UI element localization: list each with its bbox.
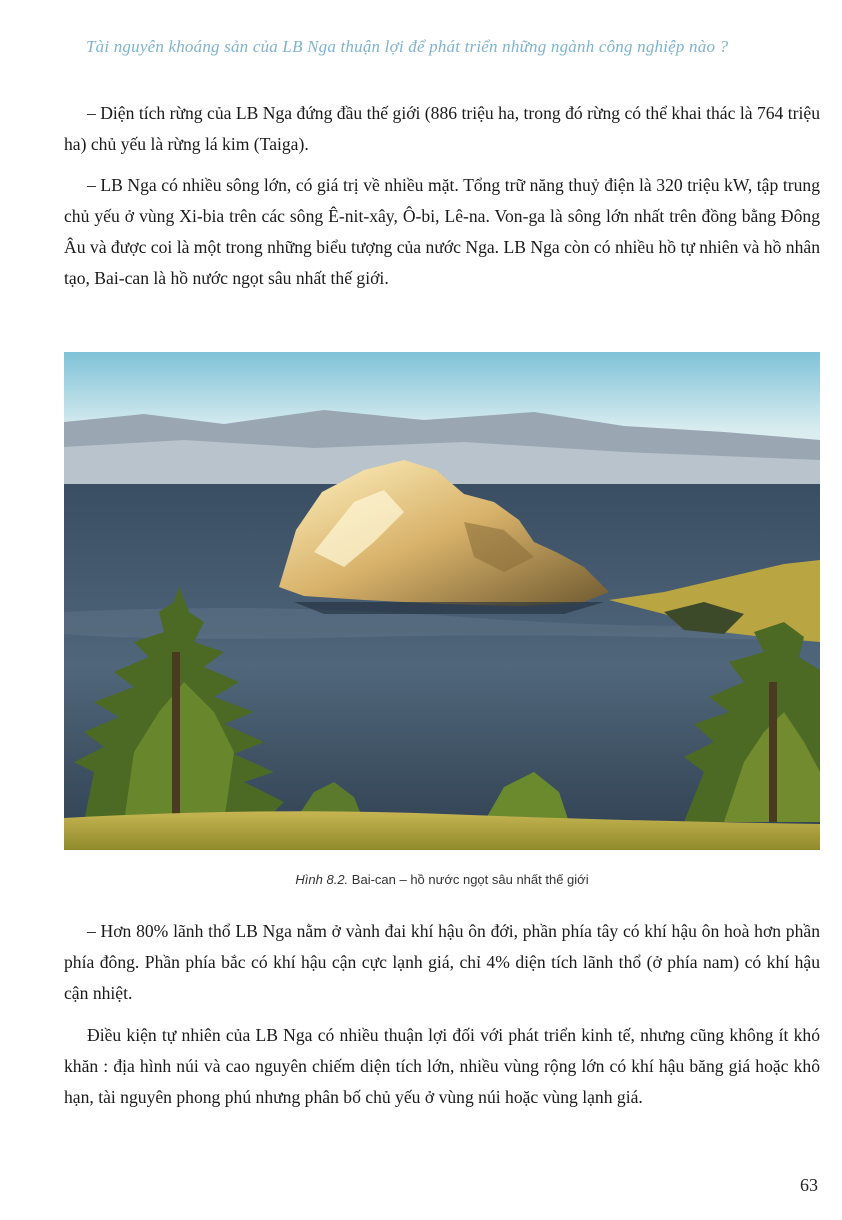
figure-caption: [64, 872, 820, 887]
paragraph-climate: – Hơn 80% lãnh thổ LB Nga nằm ở vành đai khí hậu ôn đới, phần phía tây có khí hậu ôn hoà hơn phần phía đông. Phần phía bắc có khí hậu cận cực lạnh giá, chỉ 4% diện tích lãnh thổ (ở phía nam) có khí hậu cận nhiệt.: [64, 921, 820, 1003]
paragraph-forest: – Diện tích rừng của LB Nga đứng đầu thế giới (886 triệu ha, trong đó rừng có thể khai thác là 764 triệu ha) chủ yếu là rừng lá kim (Taiga).: [64, 103, 820, 154]
paragraph-natural-conditions: Điều kiện tự nhiên của LB Nga có nhiều thuận lợi đối với phát triển kinh tế, nhưng cũng không ít khó khăn : địa hình núi và cao nguyên chiếm diện tích lớn, nhiều vùng rộng lớn có khí hậu băng giá hoặc khô hạn, tài nguyên phong phú nhưng phân bố chủ yếu ở vùng núi hoặc vùng lạnh giá.: [64, 1025, 820, 1107]
baikal-lake-photo: [64, 352, 820, 850]
review-question: Tài nguyên khoáng sản của LB Nga thuận lợi để phát triển những ngành công nghiệp nào ?: [86, 37, 729, 56]
figure-caption-text: Bai-can – hồ nước ngọt sâu nhất thế giới: [351, 872, 589, 887]
figure-label: Hình 8.2.: [295, 872, 349, 887]
paragraph-rivers-lakes: – LB Nga có nhiều sông lớn, có giá trị về nhiều mặt. Tổng trữ năng thuỷ điện là 320 triệu kW, tập trung chủ yếu ở vùng Xi-bia trên các sông Ê-nit-xây, Ô-bi, Lê-na. Von-ga là sông lớn nhất trên đồng bằng Đông Âu và được coi là một trong những biểu tượng của nước Nga. LB Nga còn có nhiều hồ tự nhiên và hồ nhân tạo, Bai-can là hồ nước ngọt sâu nhất thế giới.: [64, 175, 820, 288]
page-number: 63: [800, 1175, 818, 1195]
